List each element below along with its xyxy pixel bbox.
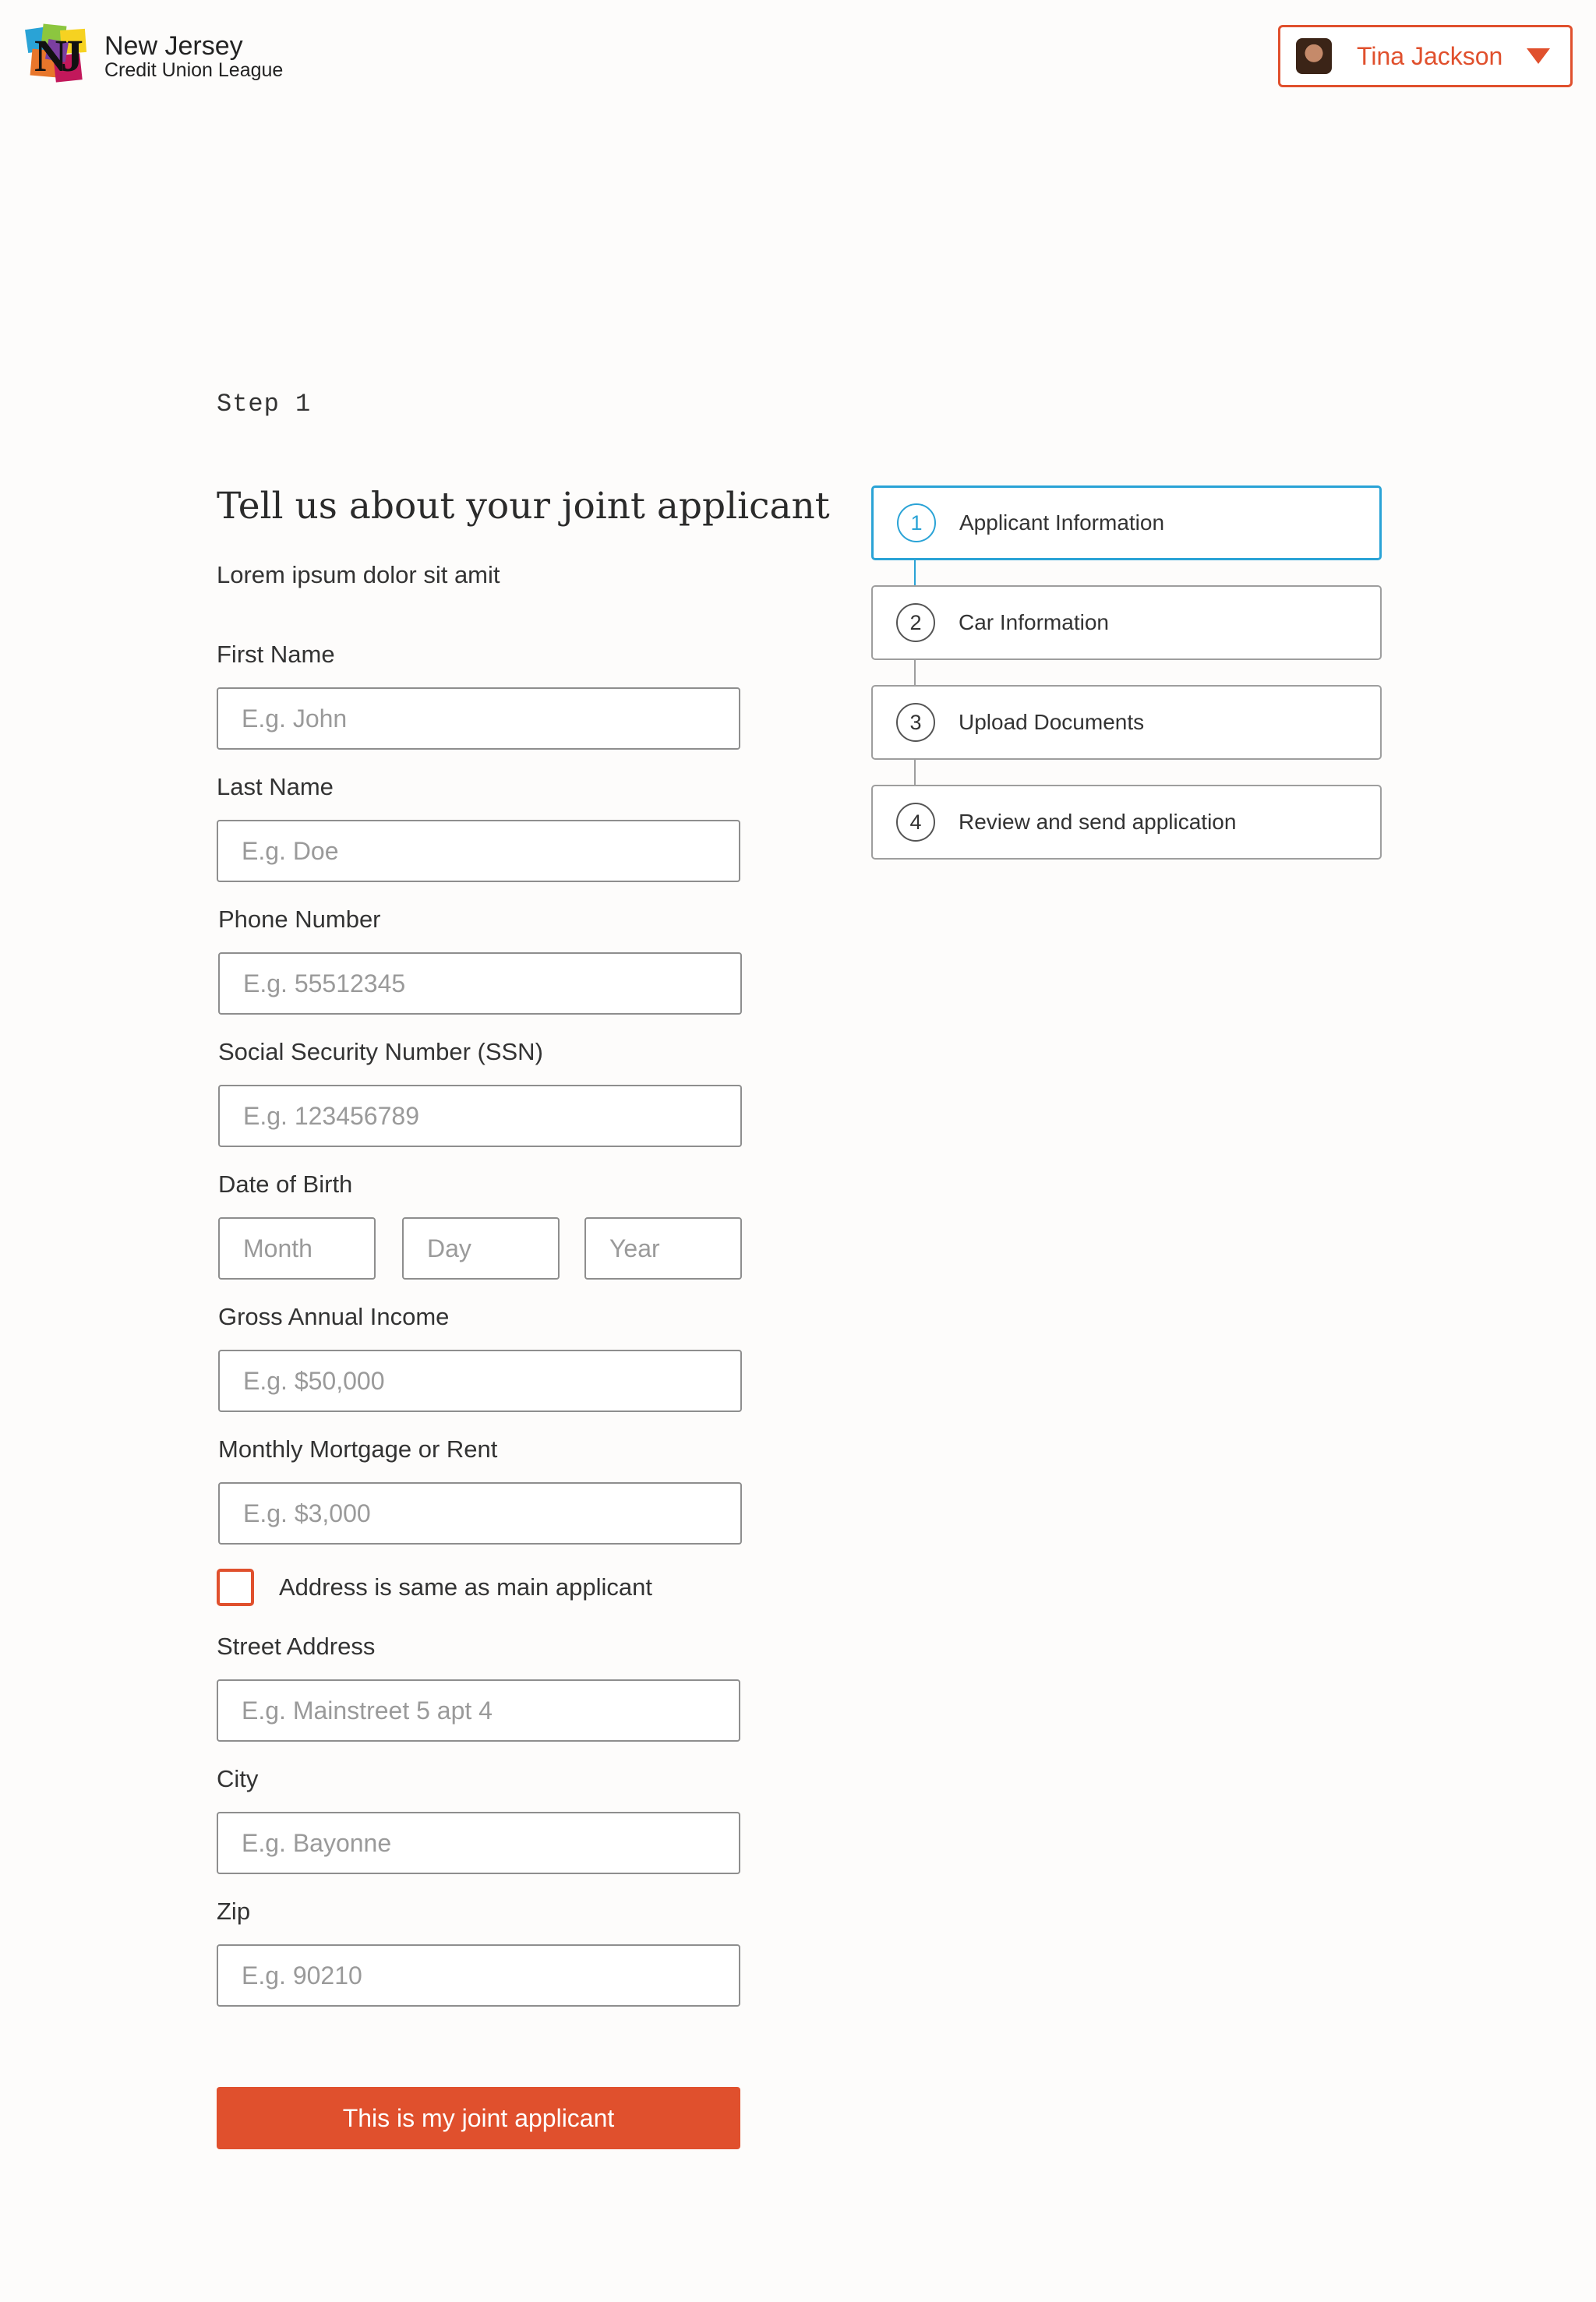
logo-line2: Credit Union League	[104, 58, 284, 81]
dob-year-input[interactable]	[584, 1217, 742, 1280]
step-label-4: Review and send application	[959, 810, 1237, 834]
step-label-3: Upload Documents	[959, 710, 1145, 734]
step-item-review-and-send[interactable]	[871, 785, 1382, 860]
step-number-4: 4	[896, 803, 935, 842]
first-name-label: First Name	[217, 641, 335, 668]
step-number-1: 1	[897, 503, 936, 542]
same-address-label: Address is same as main applicant	[279, 1573, 653, 1601]
city-input[interactable]	[217, 1812, 740, 1874]
caret-down-icon	[1527, 48, 1550, 64]
dob-day-input[interactable]	[402, 1217, 560, 1280]
street-input[interactable]	[217, 1679, 740, 1742]
last-name-label: Last Name	[217, 773, 334, 800]
phone-input[interactable]	[218, 952, 742, 1015]
step-label: Step 1	[217, 390, 312, 418]
avatar	[1296, 38, 1332, 74]
zip-label: Zip	[217, 1898, 251, 1925]
page-subtitle: Lorem ipsum dolor sit amit	[217, 561, 500, 588]
step-number-3: 3	[896, 703, 935, 742]
user-name: Tina Jackson	[1357, 41, 1503, 70]
street-label: Street Address	[217, 1633, 376, 1660]
submit-joint-applicant-button[interactable]: This is my joint applicant	[217, 2087, 740, 2149]
step-label-2: Car Information	[959, 610, 1109, 634]
user-menu-button[interactable]	[1278, 25, 1573, 87]
same-address-checkbox[interactable]	[217, 1569, 254, 1606]
mortgage-input[interactable]	[218, 1482, 742, 1545]
logo-mark-letters: NJ	[34, 30, 77, 81]
dob-label: Date of Birth	[218, 1170, 353, 1198]
step-item-applicant-information[interactable]	[871, 485, 1382, 560]
last-name-input[interactable]	[217, 820, 740, 882]
step-label-1: Applicant Information	[959, 510, 1165, 535]
logo-mark	[25, 23, 95, 89]
income-input[interactable]	[218, 1350, 742, 1412]
logo-text	[104, 30, 284, 81]
step-number-2: 2	[896, 603, 935, 642]
step-connector	[914, 660, 916, 685]
logo[interactable]	[25, 23, 290, 89]
city-label: City	[217, 1765, 259, 1792]
step-item-upload-documents[interactable]	[871, 685, 1382, 760]
dob-month-input[interactable]	[218, 1217, 376, 1280]
step-connector	[914, 560, 916, 585]
zip-input[interactable]	[217, 1944, 740, 2007]
step-connector	[914, 760, 916, 785]
step-item-car-information[interactable]	[871, 585, 1382, 660]
mortgage-label: Monthly Mortgage or Rent	[218, 1435, 498, 1463]
ssn-label: Social Security Number (SSN)	[218, 1038, 543, 1065]
page-title: Tell us about your joint applicant	[217, 485, 830, 528]
phone-label: Phone Number	[218, 906, 381, 933]
income-label: Gross Annual Income	[218, 1303, 450, 1330]
ssn-input[interactable]	[218, 1085, 742, 1147]
logo-line1: New Jersey	[104, 30, 243, 61]
same-address-checkbox-row[interactable]	[217, 1569, 652, 1606]
first-name-input[interactable]	[217, 687, 740, 750]
